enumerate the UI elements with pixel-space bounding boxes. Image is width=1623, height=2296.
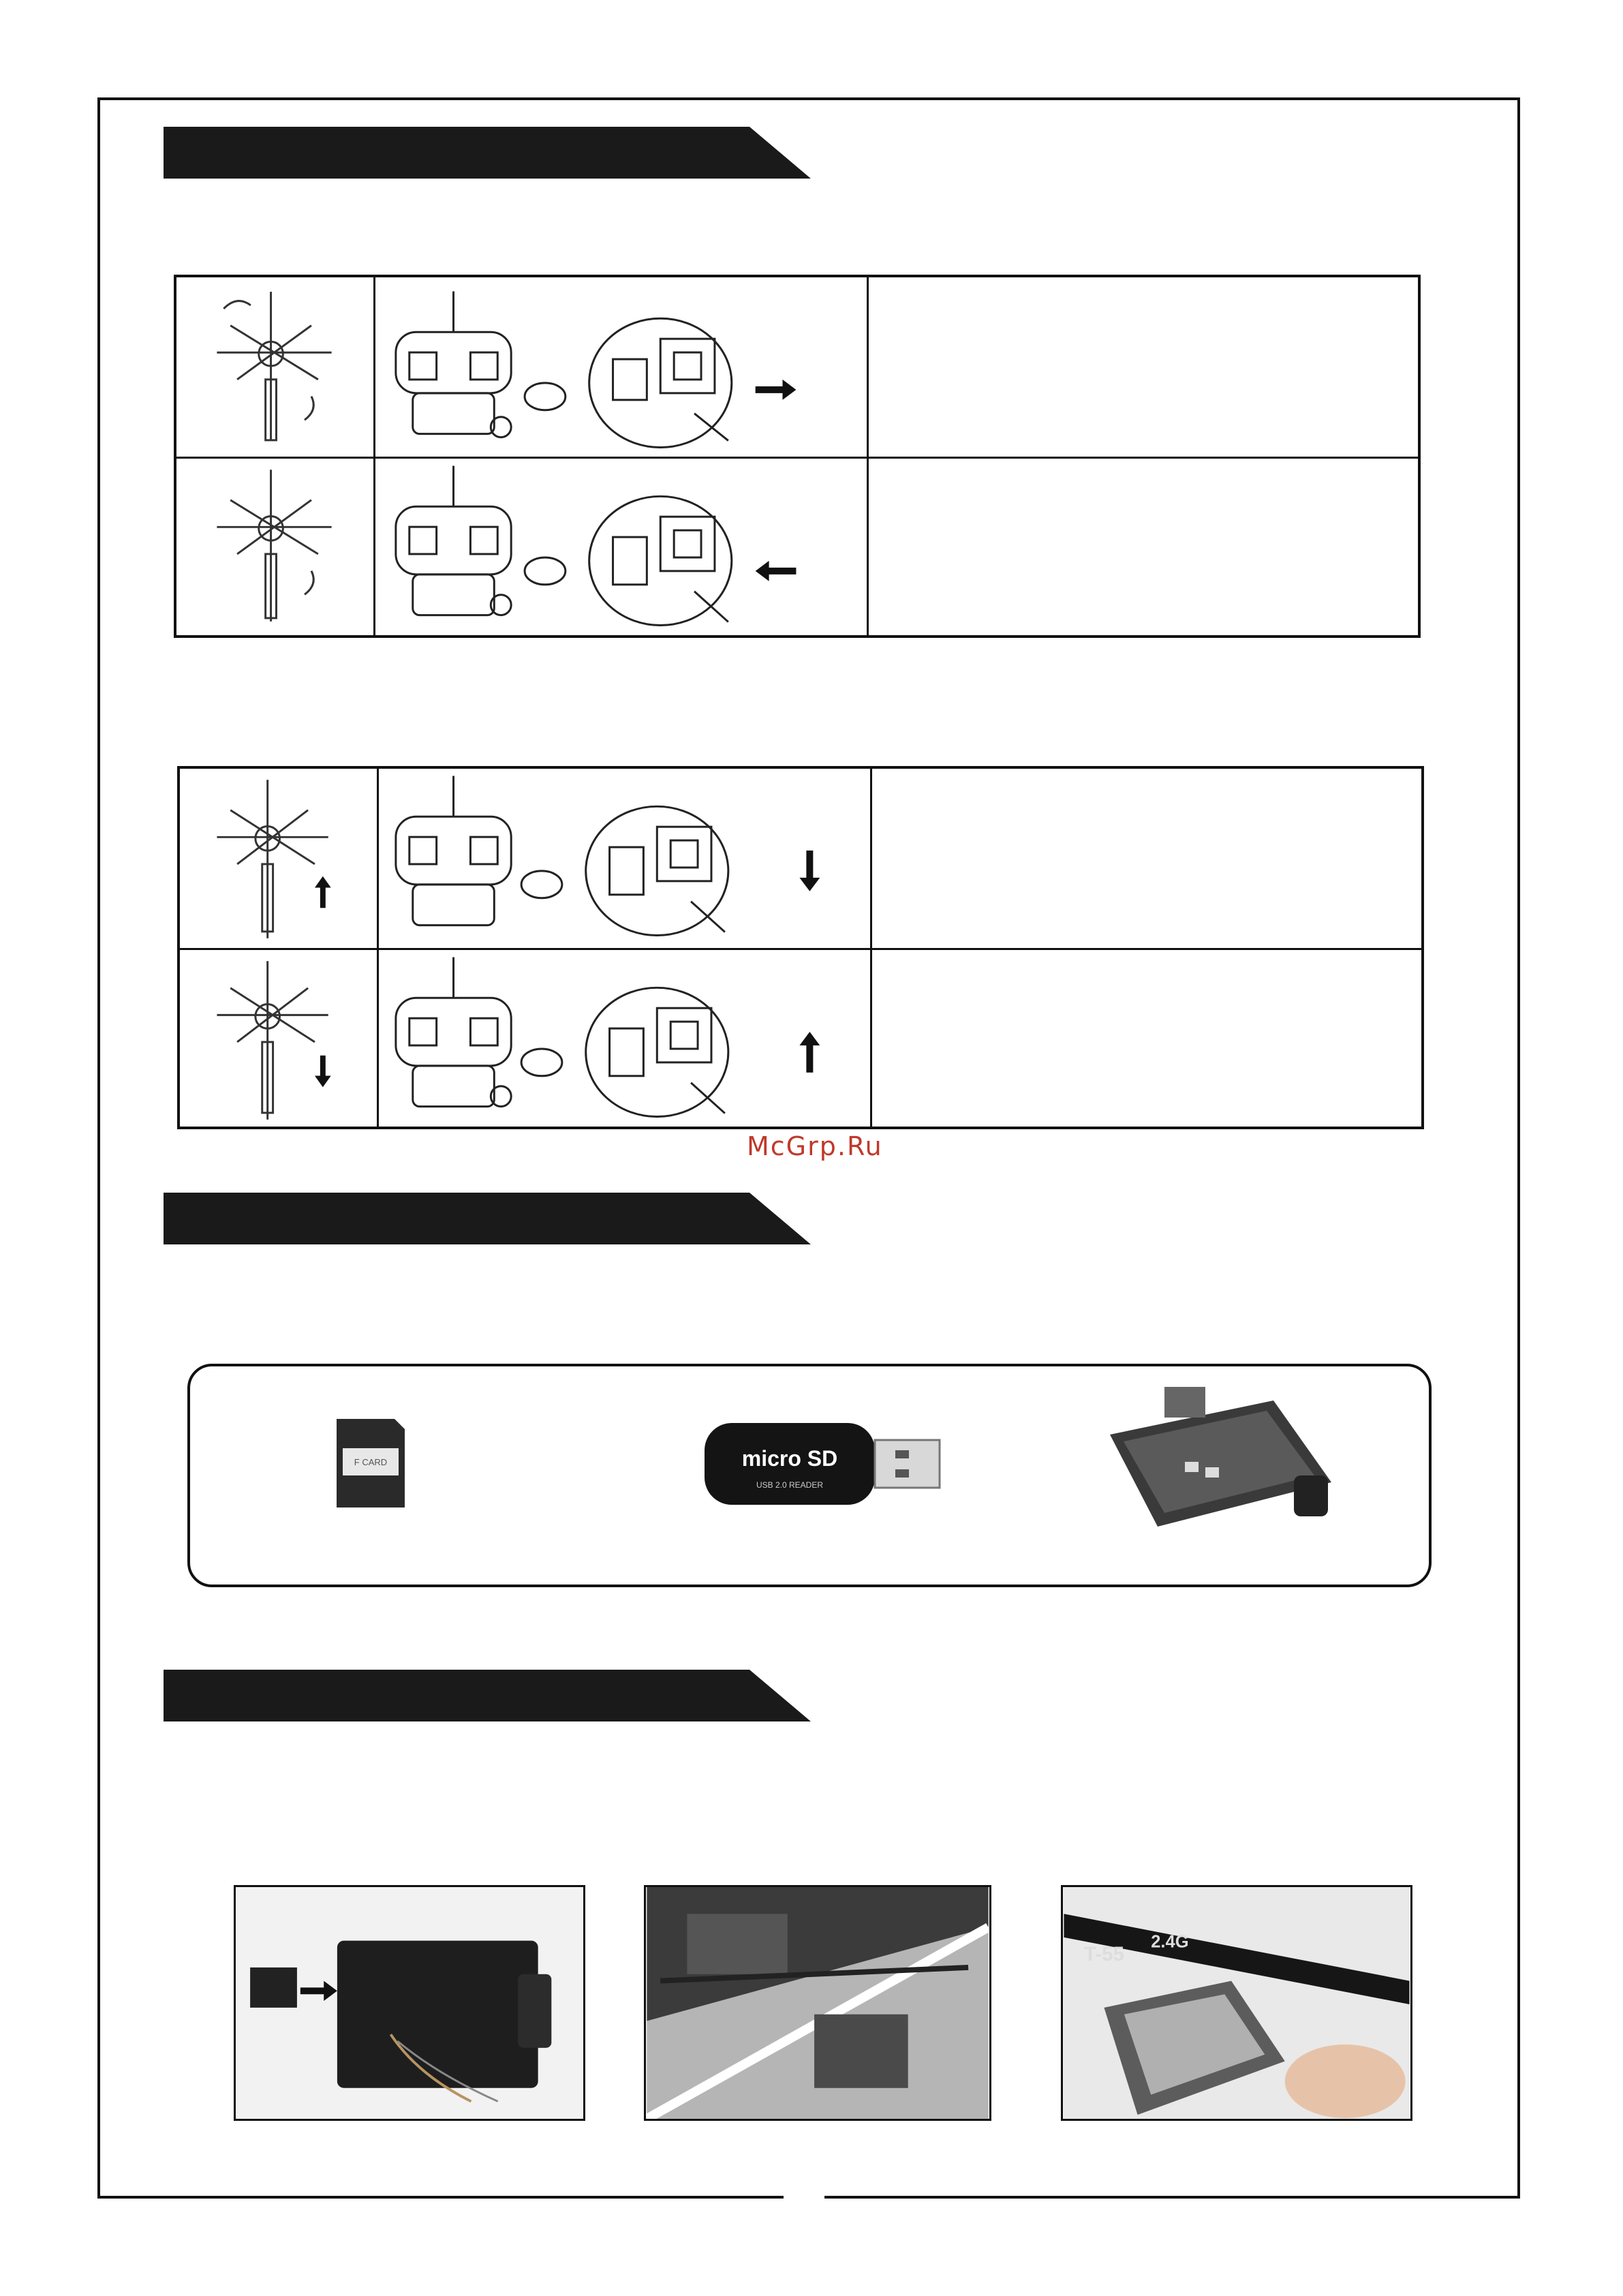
control-row-yaw-right xyxy=(176,277,1418,459)
reader-caption-text: USB 2.0 READER xyxy=(756,1480,824,1490)
accessories-box xyxy=(187,1364,1432,1587)
section-banner-controls xyxy=(164,127,811,179)
reader-brand-text: micro SD xyxy=(741,1446,838,1471)
sd-card-image xyxy=(333,1415,408,1511)
install-photo-helicopter xyxy=(1061,1885,1412,2121)
watermark-text: McGrp.Ru xyxy=(747,1131,883,1161)
description-cell-backward xyxy=(872,950,1421,1129)
description-cell-yaw-right xyxy=(869,277,1418,457)
footer-page-number-gap xyxy=(784,2194,824,2203)
install-photo-frame xyxy=(644,1885,991,2121)
transmitter-diagram-backward xyxy=(379,950,872,1129)
helicopter-diagram-rotate-left xyxy=(176,459,375,638)
install-photo-insert-card xyxy=(234,1885,585,2121)
transmitter-diagram-forward xyxy=(379,769,872,948)
description-cell-forward xyxy=(872,769,1421,948)
transmitter-diagram-yaw-left xyxy=(375,459,869,638)
scan-edge xyxy=(0,2284,1623,2296)
usb-card-reader-image xyxy=(701,1420,946,1508)
control-row-forward xyxy=(180,769,1421,950)
heli-model-text: T-55 xyxy=(1083,1943,1124,1966)
description-cell-yaw-left xyxy=(869,459,1418,638)
helicopter-diagram-forward xyxy=(180,769,379,948)
helicopter-diagram-backward xyxy=(180,950,379,1129)
helicopter-diagram-rotate-right xyxy=(176,277,375,457)
section-banner-accessories xyxy=(164,1193,811,1244)
control-table-pitch xyxy=(177,766,1424,1129)
control-row-yaw-left xyxy=(176,459,1418,638)
heli-badge-text: 2.4G xyxy=(1151,1932,1189,1952)
transmitter-diagram-yaw-right xyxy=(375,277,869,457)
control-row-backward xyxy=(180,950,1421,1129)
sd-card-label: F CARD xyxy=(354,1457,388,1467)
section-banner-installation xyxy=(164,1670,811,1721)
control-table-yaw xyxy=(174,275,1421,638)
camera-module-image xyxy=(1096,1380,1342,1550)
